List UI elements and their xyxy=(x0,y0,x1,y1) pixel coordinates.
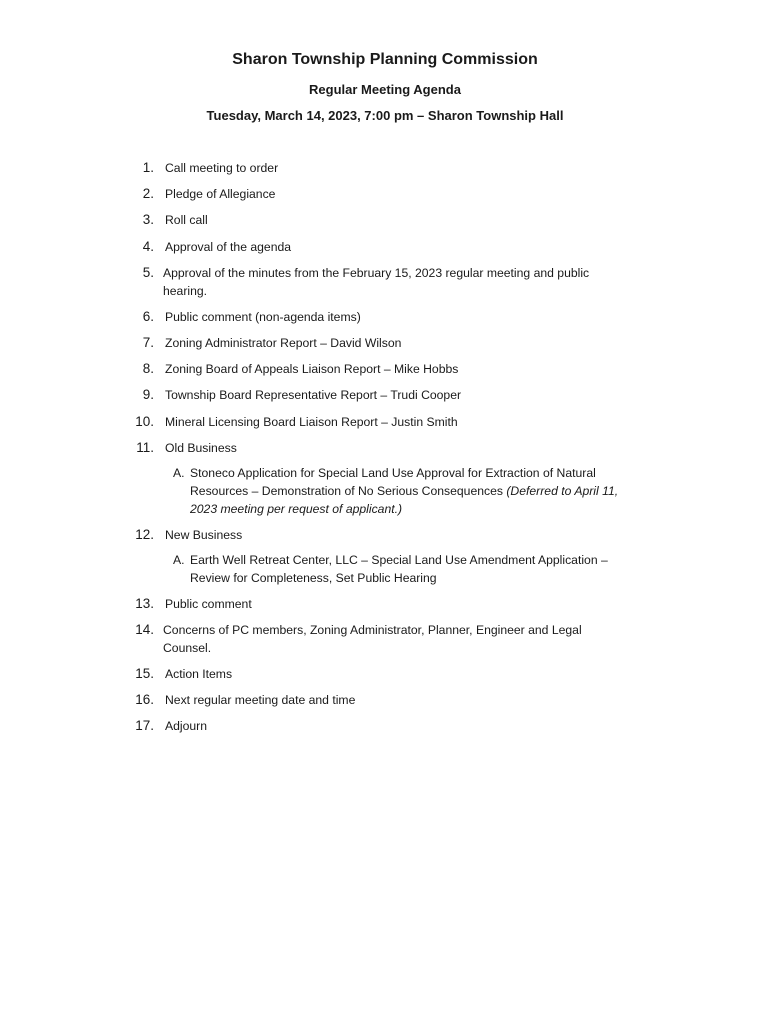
item-text: Call meeting to order xyxy=(165,161,279,175)
item-number: 16. xyxy=(135,692,154,707)
item-text: Adjourn xyxy=(165,719,208,733)
item-number: 4. xyxy=(142,239,154,254)
item-number: 10. xyxy=(135,414,154,429)
item-number: 6. xyxy=(142,309,154,324)
item-number: 17. xyxy=(135,718,154,733)
sub-item-body: Stoneco Application for Special Land Use Approval for Extraction of Natural Resources – Demonstration of No Serious Consequences xyxy=(190,466,596,498)
item-number: 3. xyxy=(142,212,154,227)
sub-item-text xyxy=(190,464,638,518)
meeting-info: Tuesday, March 14, 2023, 7:00 pm – Sharon Township Hall xyxy=(206,108,564,123)
document-title: Sharon Township Planning Commission xyxy=(232,51,538,68)
sub-item-text: Earth Well Retreat Center, LLC – Special Land Use Amendment Application – Review for Completeness, Set Public Hearing xyxy=(190,553,608,585)
item-text: Approval of the minutes from the February 15, 2023 regular meeting and public hearing. xyxy=(163,266,590,298)
item-number: 13. xyxy=(135,596,154,611)
item-number: 8. xyxy=(142,361,154,376)
item-text: New Business xyxy=(165,528,243,542)
item-text: Public comment xyxy=(165,597,252,611)
item-text: Mineral Licensing Board Liaison Report – Justin Smith xyxy=(165,415,458,429)
item-text: Zoning Administrator Report – David Wilson xyxy=(165,336,402,350)
item-text: Roll call xyxy=(165,213,208,227)
sub-item-letter: A. xyxy=(173,466,185,480)
item-number: 5. xyxy=(142,265,154,280)
item-text: Old Business xyxy=(165,441,237,455)
item-number: 11. xyxy=(136,440,154,455)
item-text: Zoning Board of Appeals Liaison Report – Mike Hobbs xyxy=(165,362,459,376)
sub-item-note: (Deferred to April 11, 2023 meeting per request of applicant.) xyxy=(190,484,619,516)
document-subtitle: Regular Meeting Agenda xyxy=(309,82,461,97)
item-number: 9. xyxy=(142,387,154,402)
item-text: Pledge of Allegiance xyxy=(165,187,276,201)
item-text: Next regular meeting date and time xyxy=(165,693,356,707)
item-number: 12. xyxy=(135,527,154,542)
item-text: Action Items xyxy=(165,667,233,681)
item-number: 14. xyxy=(135,622,154,637)
item-number: 1. xyxy=(142,160,154,175)
item-number: 2. xyxy=(142,186,154,201)
item-text: Approval of the agenda xyxy=(165,240,292,254)
item-number: 7. xyxy=(142,335,154,350)
item-text: Public comment (non-agenda items) xyxy=(165,310,361,324)
item-number: 15. xyxy=(135,666,154,681)
item-text: Township Board Representative Report – Trudi Cooper xyxy=(165,388,462,402)
sub-item-letter: A. xyxy=(173,553,185,567)
item-text: Concerns of PC members, Zoning Administrator, Planner, Engineer and Legal Counsel. xyxy=(163,623,582,655)
